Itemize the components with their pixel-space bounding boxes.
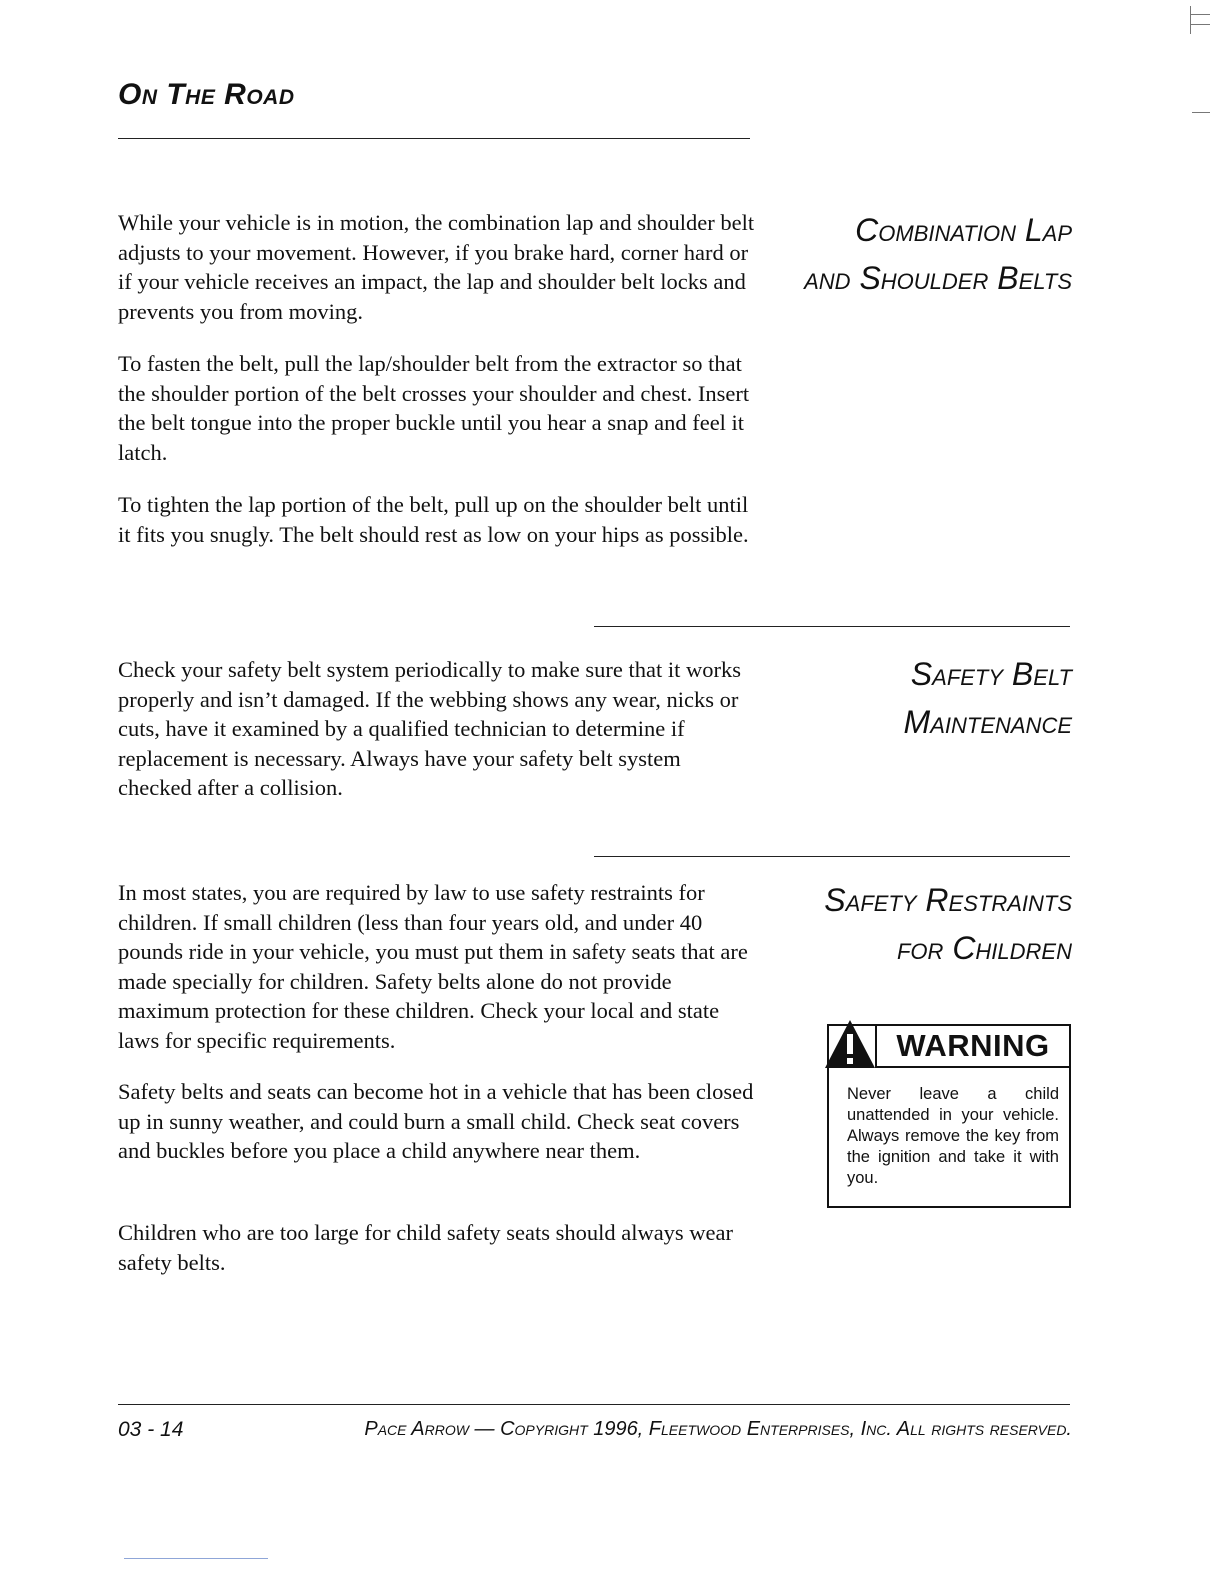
scan-mark xyxy=(124,1558,268,1559)
warning-text: Never leave a child unattended in your vehicle. Always remove the key from the ignition and take it with you. xyxy=(847,1085,1059,1187)
copyright-line: Pace Arrow — Copyright 1996, Fleetwood Enterprises, Inc. All rights reserved. xyxy=(364,1418,1072,1440)
binding-mark xyxy=(1190,14,1210,15)
heading-line: Safety Belt xyxy=(910,656,1072,692)
section-heading-safety-restraints xyxy=(752,876,1072,972)
section-heading-combination-lap xyxy=(752,206,1072,302)
section-rule xyxy=(594,856,1070,857)
paragraph: To tighten the lap portion of the belt, pull up on the shoulder belt until it fits you snugly. The belt should rest as low on your hips as possible. xyxy=(118,492,749,547)
binding-mark xyxy=(1192,112,1210,113)
paragraph: While your vehicle is in motion, the combination lap and shoulder belt adjusts to your movement. However, if you brake hard, corner hard or if your vehicle receives an impact, the lap and shoulder belt locks and prevents you from moving. xyxy=(118,210,755,324)
page-number: 03 - 14 xyxy=(118,1418,184,1441)
binding-mark xyxy=(1190,24,1210,25)
footer-rule xyxy=(118,1404,1070,1405)
paragraph: Children who are too large for child safety seats should always wear safety belts. xyxy=(118,1220,734,1275)
paragraph: To fasten the belt, pull the lap/shoulder belt from the extractor so that the shoulder portion of the belt crosses your shoulder and chest. Insert the belt tongue into the proper buckle until you hear a snap and feel it latch. xyxy=(118,351,750,465)
heading-line: Maintenance xyxy=(903,704,1072,740)
paragraph: Check your safety belt system periodically to make sure that it works properly and isn’t damaged. If the webbing shows any wear, nicks or cuts, have it examined by a qualified technician to determine if replacement is necessary. Always have your safety belt system checked after a collision. xyxy=(118,657,741,800)
heading-line: Combination Lap xyxy=(855,212,1072,248)
heading-line: Safety Restraints xyxy=(824,882,1072,918)
binding-mark xyxy=(1190,6,1191,34)
warning-label: WARNING xyxy=(875,1024,1071,1068)
paragraph: In most states, you are required by law to use safety restraints for children. If small children (less than four years old, and under 40 pounds ride in your vehicle, you must put them in safety seats that are made specially for children. Safety belts alone do not provide maximum protection for these children. Check your local and state laws for specific requirements. xyxy=(118,880,748,1053)
heading-line: and Shoulder Belts xyxy=(804,260,1072,296)
warning-box xyxy=(827,1024,1071,1208)
exclamation-triangle-icon xyxy=(823,1018,877,1070)
heading-line: for Children xyxy=(896,930,1072,966)
section-heading-safety-belt-maintenance xyxy=(752,650,1072,746)
header-rule xyxy=(118,138,750,139)
chapter-title: On The Road xyxy=(118,78,295,111)
section-rule xyxy=(594,626,1070,627)
paragraph: Safety belts and seats can become hot in a vehicle that has been closed up in sunny weather, and could burn a small child. Check seat covers and buckles before you place a child anywhere near them. xyxy=(118,1079,754,1163)
